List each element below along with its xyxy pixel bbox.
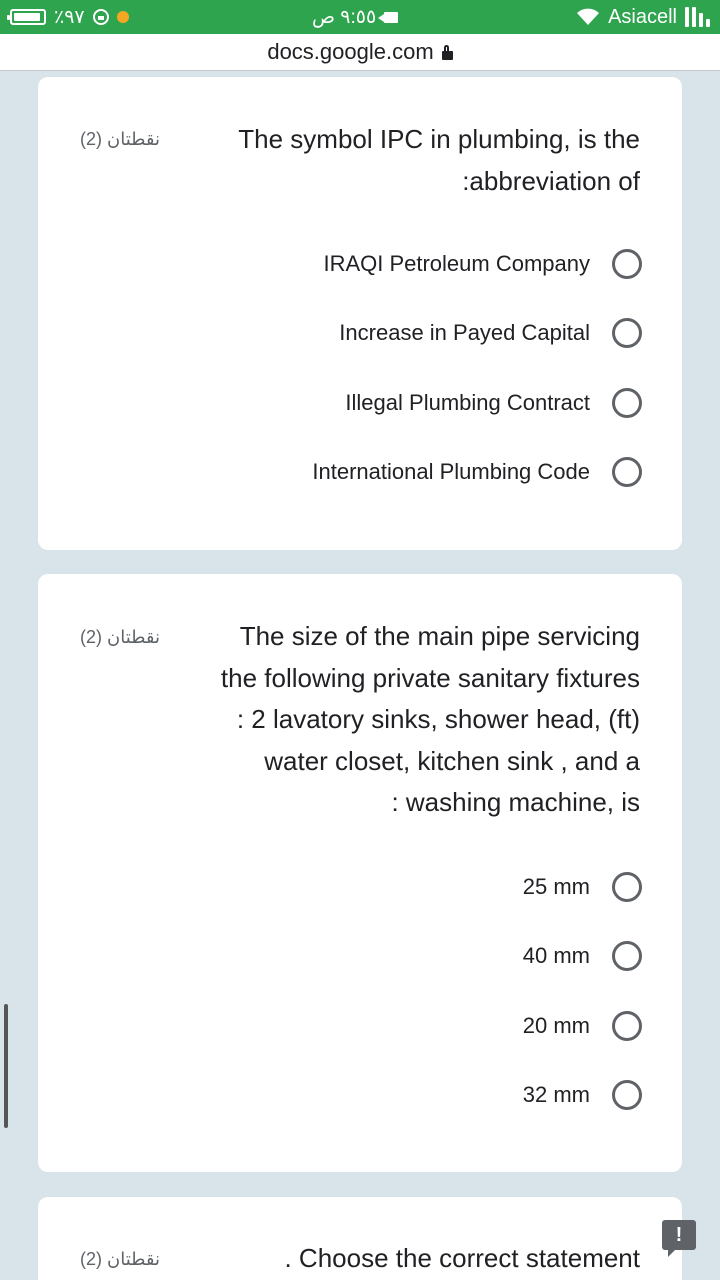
question-line: . Choose the correct statement: [284, 1243, 640, 1273]
wifi-icon: [576, 8, 600, 26]
radio-button[interactable]: [612, 457, 642, 487]
radio-button[interactable]: [612, 249, 642, 279]
clock: ٩:٥٥ ص: [312, 6, 377, 28]
padlock-icon: [442, 51, 453, 60]
radio-button[interactable]: [612, 318, 642, 348]
carrier-name: Asiacell: [608, 5, 677, 28]
question-points: نقطتان (2): [80, 129, 161, 149]
url-text[interactable]: docs.google.com: [267, 39, 434, 64]
question-title: [238, 119, 640, 202]
question-card-1: [38, 77, 682, 550]
question-line: the following private sanitary fixtures: [220, 662, 640, 693]
question-title: [221, 616, 640, 824]
option-international-code[interactable]: [312, 457, 642, 487]
option-20mm[interactable]: [523, 1011, 642, 1041]
radio-button[interactable]: [612, 941, 642, 971]
question-card-3: [38, 1197, 682, 1280]
question-line: The size of the main pipe servicing: [239, 621, 640, 651]
notification-dot-icon: [117, 11, 129, 23]
question-card-2: [38, 574, 682, 1172]
option-label: 32 mm: [522, 1082, 590, 1107]
question-line: water closet, kitchen sink , and a: [264, 745, 640, 776]
question-line: :abbreviation of: [462, 165, 640, 196]
status-left: [10, 6, 129, 28]
status-bar: [0, 0, 720, 34]
radio-button[interactable]: [612, 1080, 642, 1110]
question-line: The symbol IPC in plumbing, is the: [238, 124, 640, 154]
option-label: 25 mm: [522, 874, 590, 899]
status-right: [576, 4, 710, 30]
video-icon: [384, 12, 398, 23]
option-label: IRAQI Petroleum Company: [323, 251, 590, 276]
signal-icon: [685, 7, 710, 27]
battery-icon: [10, 9, 46, 25]
radio-button[interactable]: [612, 1011, 642, 1041]
battery-percent: ٪٩٧: [54, 6, 85, 28]
option-increase-capital[interactable]: [339, 318, 642, 348]
question-line: : 2 lavatory sinks, shower head, (ft): [236, 704, 640, 734]
option-label: Illegal Plumbing Contract: [345, 390, 590, 415]
option-25mm[interactable]: [523, 872, 642, 902]
question-line: : washing machine, is: [391, 787, 640, 817]
feedback-icon[interactable]: !: [662, 1220, 696, 1250]
question-points: نقطتان (2): [80, 1249, 161, 1269]
option-label: Increase in Payed Capital: [339, 320, 590, 345]
option-40mm[interactable]: [523, 941, 642, 971]
radio-button[interactable]: [612, 388, 642, 418]
option-illegal-plumbing[interactable]: [345, 388, 642, 418]
radio-button[interactable]: [612, 872, 642, 902]
question-title: [284, 1238, 640, 1280]
option-iraqi-petroleum[interactable]: [323, 249, 642, 279]
url-bar[interactable]: [0, 34, 720, 71]
option-label: 20 mm: [522, 1013, 590, 1038]
status-center: [312, 6, 398, 28]
option-32mm[interactable]: [523, 1080, 642, 1110]
question-points: نقطتان (2): [80, 627, 161, 647]
scrollbar[interactable]: [4, 1004, 8, 1128]
option-label: 40 mm: [522, 943, 590, 968]
lock-icon: [93, 9, 109, 25]
option-label: International Plumbing Code: [312, 459, 590, 484]
